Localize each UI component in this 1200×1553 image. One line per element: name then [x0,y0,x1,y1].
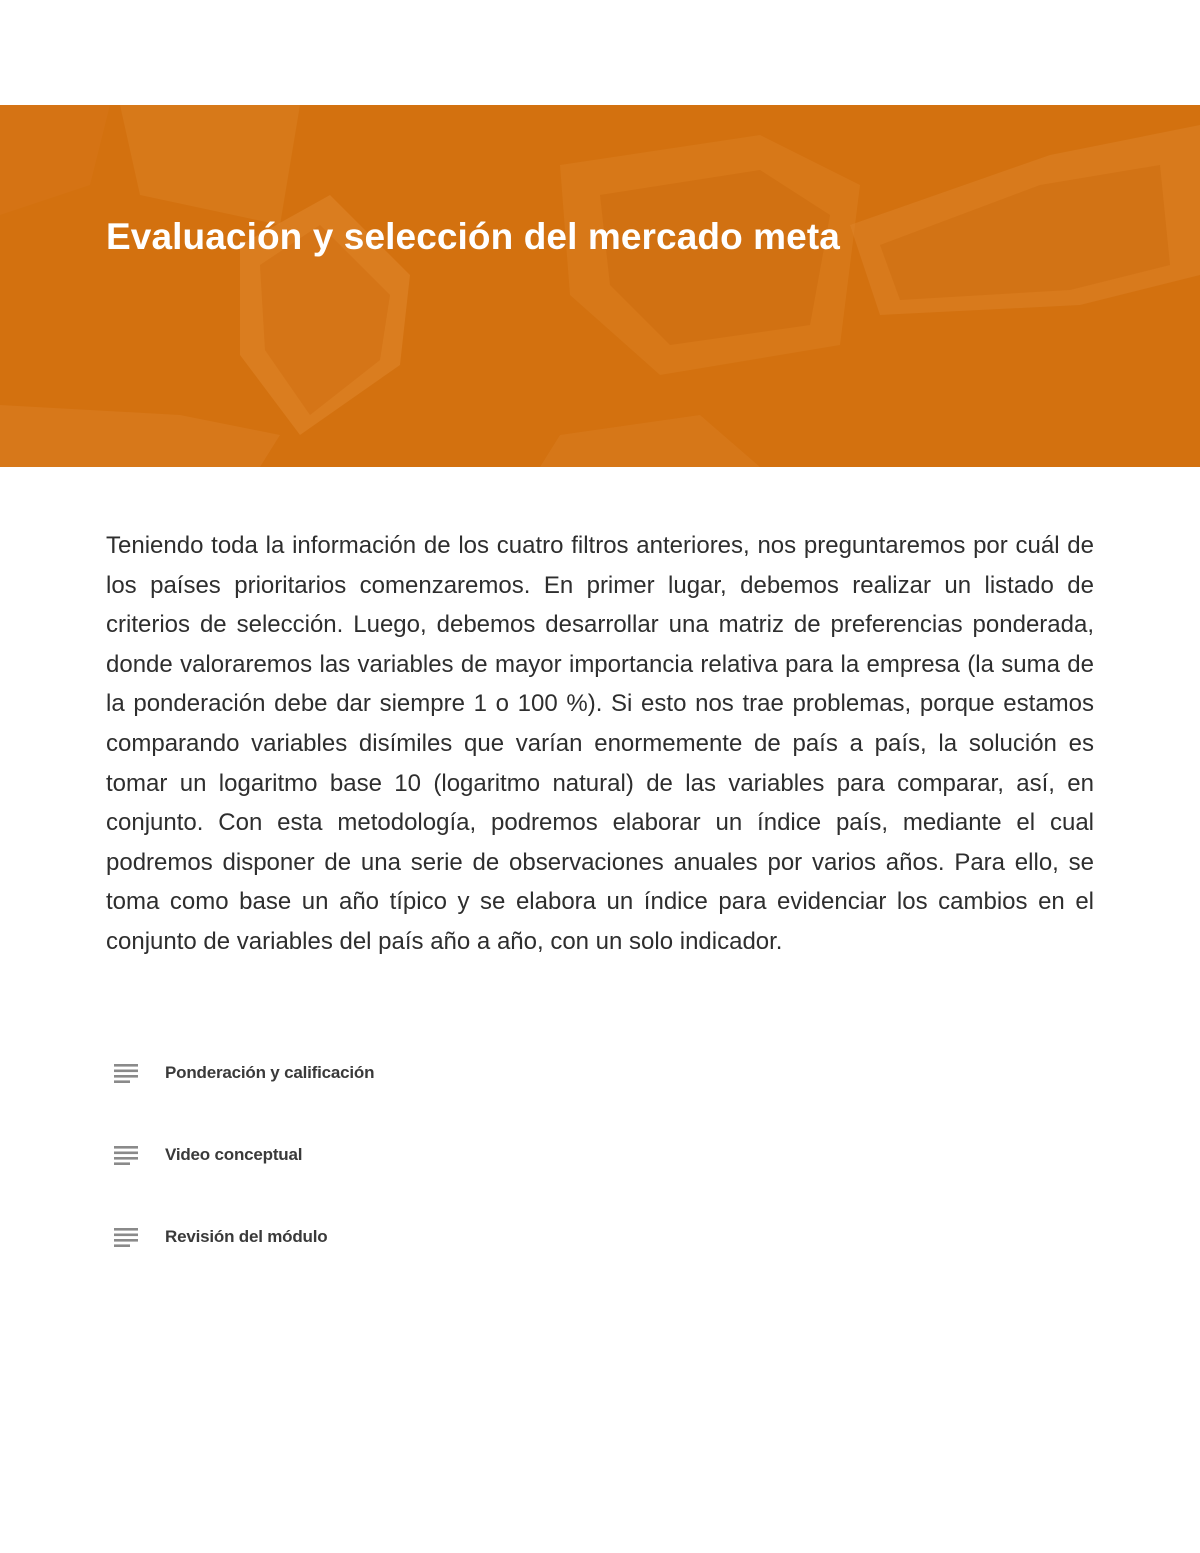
page-title: Evaluación y selección del mercado meta [106,216,840,257]
body-paragraph: Teniendo toda la información de los cuatro filtros anteriores, nos preguntaremos por cuál de los países prioritarios comenzaremos. En primer lugar, debemos realizar un listado de criterios de selección. Luego, debemos desarrollar una matriz de preferencias ponderada, donde valoraremos las variables de mayor importancia relativa para la empresa (la suma de la ponderación debe dar siempre 1 o 100 %). Si esto nos trae problemas, porque estamos comparando variables disímiles que varían enormemente de país a país, la solución es tomar un logaritmo base 10 (logaritmo natural) de las variables para comparar, así, en conjunto. Con esta metodología, podremos elaborar un índice país, mediante el cual podremos disponer de una serie de observaciones anuales por varios años. Para ello, se toma como base un año típico y se elabora un índice para evidenciar los cambios en el conjunto de variables del país año a año, con un solo indicador. [106,532,1094,955]
text-lines-icon [114,1227,140,1247]
lesson-item-video[interactable] [114,1134,714,1216]
hero-banner [0,105,1200,467]
text-lines-icon [114,1063,140,1083]
text-lines-icon [114,1145,140,1165]
lesson-label: Revisión del módulo [165,1227,328,1246]
lesson-item-revision[interactable] [114,1216,714,1298]
lesson-label: Ponderación y calificación [165,1063,375,1082]
lesson-label: Video conceptual [165,1145,303,1164]
hero-background-illustration [0,105,1200,467]
lesson-list [114,1052,714,1298]
lesson-item-ponderacion[interactable] [114,1052,714,1134]
